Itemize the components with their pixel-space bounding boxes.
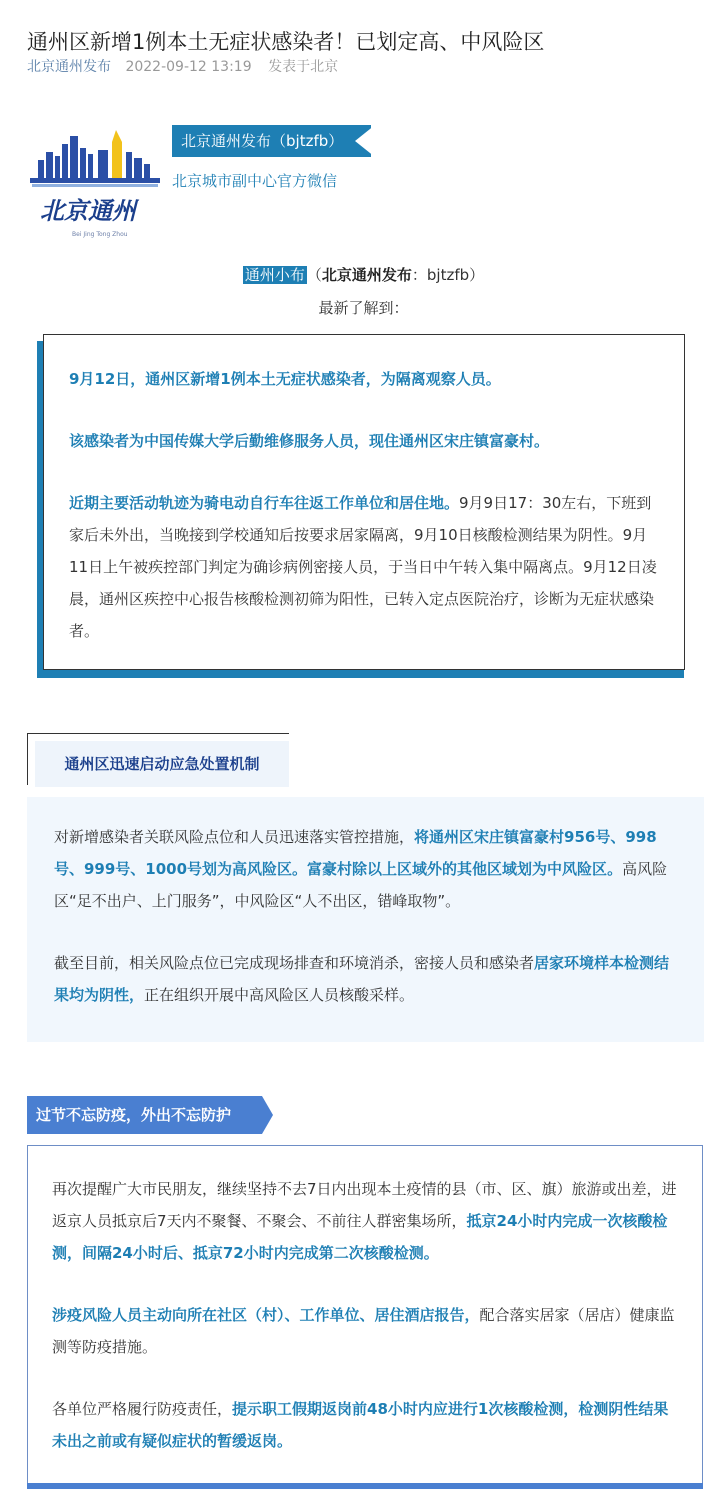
logo-text: 北京通州	[40, 196, 136, 225]
account-subtitle: 北京城市副中心官方微信	[172, 172, 338, 190]
section2-side-rule	[27, 733, 28, 785]
section2-paragraph-1: 对新增感染者关联风险点位和人员迅速落实管控措施，将通州区宋庄镇富豪村956号、998号、999号、1000号划为高风险区。富豪村除以上区域外的其他区域划为中风险区。高风险区“足不出户、上门服务”，中风险区“人不出区，错峰取物”。	[54, 828, 668, 910]
byline-handle: ：bjtzfb）	[411, 266, 485, 284]
section3-bottom-bar	[27, 1483, 703, 1489]
section2-title: 通州区迅速启动应急处置机制	[35, 741, 289, 787]
publish-location: 发表于北京	[268, 59, 339, 75]
section2-paragraph-2: 截至目前，相关风险点位已完成现场排查和环境消杀，密接人员和感染者居家环境样本检测结果均为阴性，正在组织开展中高风险区人员核酸采样。	[54, 954, 670, 1004]
case-paragraph-3: 近期主要活动轨迹为骑电动自行车往返工作单位和居住地。9月9日17：30左右，下班到家后未外出，当晚接到学校通知后按要求居家隔离，9月10日核酸检测结果为阴性。9月11日上午被疾控部门判定为确诊病例密接人员，于当日中午转入集中隔离点。9月12日凌晨，通州区疾控中心报告核酸检测初筛为阳性，已转入定点医院治疗，诊断为无症状感染者。	[69, 494, 657, 640]
section3-paragraph-3: 各单位严格履行防疫责任，提示职工假期返岗前48小时内应进行1次核酸检测，检测阴性结果未出之前或有疑似症状的暂缓返岗。	[52, 1400, 669, 1450]
article-meta	[27, 56, 338, 76]
section2-top-rule	[27, 733, 289, 734]
section2-box	[27, 797, 704, 1042]
byline: 通州小布 （北京通州发布：bjtzfb）	[244, 266, 485, 284]
account-ribbon[interactable]: 北京通州发布（bjtzfb）	[172, 125, 371, 157]
case-paragraph-1: 9月12日，通州区新增1例本土无症状感染者，为隔离观察人员。	[69, 370, 501, 388]
section3-paragraph-2: 涉疫风险人员主动向所在社区（村）、工作单位、居住酒店报告，配合落实居家（居店）健康监测等防疫措施。	[52, 1306, 675, 1356]
article-title: 通州区新增1例本土无症状感染者！已划定高、中风险区	[27, 30, 545, 55]
ribbon-notch	[355, 125, 375, 157]
section3-arrow	[262, 1096, 273, 1134]
source-link[interactable]: 北京通州发布	[27, 59, 111, 75]
section3-title: 过节不忘防疫，外出不忘防护	[27, 1096, 262, 1134]
section3-paragraph-1: 再次提醒广大市民朋友，继续坚持不去7日内出现本土疫情的县（市、区、旗）旅游或出差，进返京人员抵京后7天内不聚餐、不聚会、不前往人群密集场所，抵京24小时内完成一次核酸检测，间隔24小时后、抵京72小时内完成第二次核酸检测。	[52, 1180, 677, 1262]
case-paragraph-2: 该感染者为中国传媒大学后勤维修服务人员，现住通州区宋庄镇富豪村。	[69, 432, 550, 450]
section3-box	[27, 1145, 703, 1483]
latest-intro: 最新了解到：	[318, 299, 409, 317]
logo-small-text: Bei Jing Tong Zhou	[72, 231, 128, 238]
publish-time: 2022-09-12 13:19	[125, 59, 252, 75]
case-info-box	[43, 334, 685, 670]
tongzhou-logo	[28, 122, 162, 250]
byline-highlight: 通州小布	[244, 266, 305, 284]
byline-name: 北京通州发布	[321, 266, 412, 284]
